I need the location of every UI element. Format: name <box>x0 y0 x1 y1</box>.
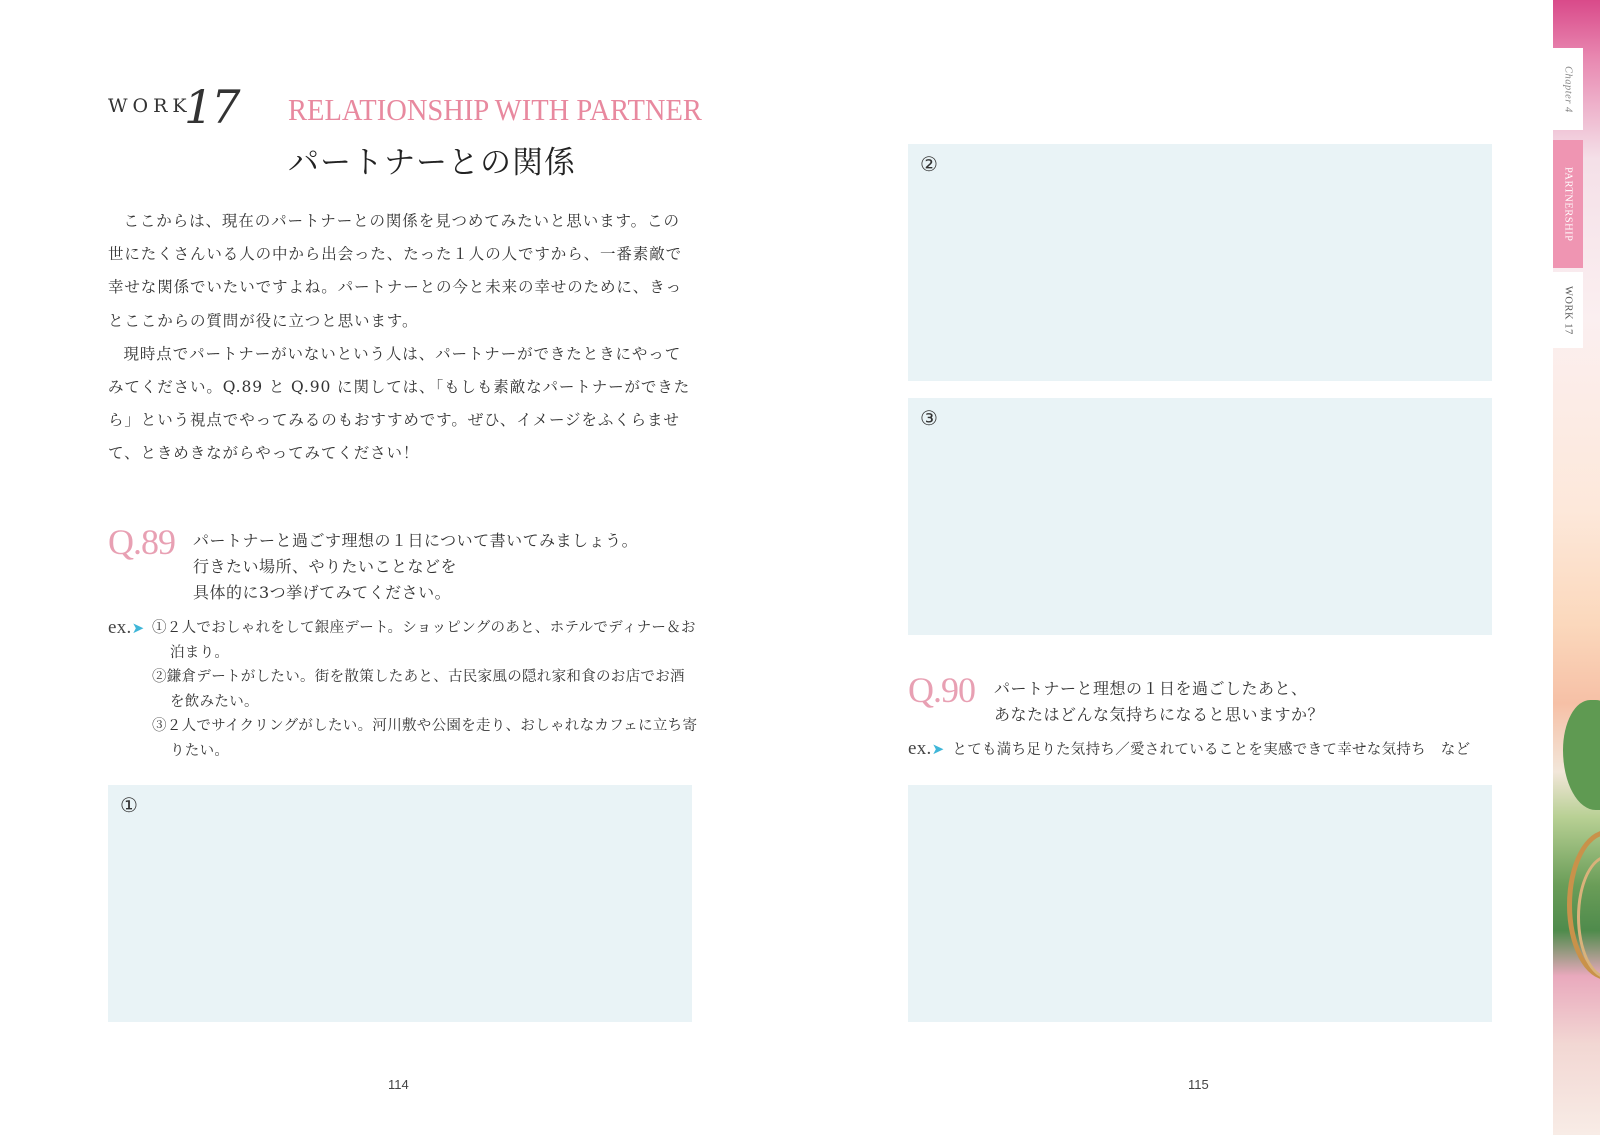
answer-box-3[interactable] <box>908 398 1492 635</box>
example-label-text: ex. <box>108 617 132 638</box>
example-item: ③２人でサイクリングがしたい。河川敷や公園を走り、おしゃれなカフェに立ち寄りたい。 <box>152 718 698 759</box>
tab-chapter[interactable] <box>1553 48 1583 130</box>
tab-chapter-label: Chapter 4 <box>1562 65 1574 113</box>
question-line: 行きたい場所、やりたいことなどを <box>193 557 458 576</box>
page-title: パートナーとの関係 <box>288 145 576 181</box>
example-item: ②鎌倉デートがしたい。街を散策したあと、古民家風の隠れ家和食のお店でお酒を飲みたい。 <box>152 669 685 710</box>
intro-paragraph-2: 現時点でパートナーがいないという人は、パートナーができたときにやってみてください。Q.89 と Q.90 に関しては、「もしも素敵なパートナーができたら」という視点でやってみるのもおすすめです。ぜひ、イメージをふくらませて、ときめきながらやってみてください！ <box>108 344 691 463</box>
question-line: パートナーと過ごす理想の１日について書いてみましょう。 <box>193 531 639 550</box>
intro-paragraph-1: ここからは、現在のパートナーとの関係を見つめてみたいと思います。この世にたくさんいる人の中から出会った、たった１人の人ですから、一番素敵で幸せな関係でいたいですよね。パートナーとの今と未来の幸せのために、きっとここからの質問が役に立つと思います。 <box>108 212 683 330</box>
example-list <box>152 616 698 763</box>
question-text-89 <box>193 528 693 606</box>
work-label: WORK <box>108 95 192 117</box>
intro-text <box>108 205 696 471</box>
example-item: ①２人でおしゃれをして銀座デート。ショッピングのあと、ホテルでディナー＆お泊まり。 <box>152 620 696 661</box>
question-number-89: Q.89 <box>108 522 175 562</box>
example-block-90 <box>908 737 1508 763</box>
question-number-90: Q.90 <box>908 670 975 710</box>
answer-box-q90[interactable] <box>908 785 1492 1022</box>
question-line: パートナーと理想の１日を過ごしたあと、 <box>994 679 1308 698</box>
example-label-text: ex. <box>908 738 932 759</box>
answer-box-1[interactable] <box>108 785 692 1022</box>
title-english: RELATIONSHIP WITH PARTNER <box>288 92 702 127</box>
arrow-icon: ➤ <box>131 621 145 637</box>
answer-box-2[interactable] <box>908 144 1492 381</box>
question-line: あなたはどんな気持ちになると思いますか？ <box>994 705 1325 724</box>
page-number-left: 114 <box>388 1077 409 1092</box>
arrow-icon: ➤ <box>931 740 945 758</box>
question-text-90 <box>994 676 1494 728</box>
answer-box-number: ② <box>920 152 938 176</box>
example-block-89 <box>108 616 698 763</box>
leaf-image <box>1563 700 1600 810</box>
tab-partnership[interactable] <box>1553 140 1583 268</box>
example-text: とても満ち足りた気持ち／愛されていることを実感できて幸せな気持ち など <box>952 742 1471 758</box>
side-photo-strip <box>1553 0 1600 1135</box>
page-number-right: 115 <box>1188 1077 1209 1092</box>
tab-partnership-label: PARTNERSHIP <box>1562 166 1574 242</box>
answer-box-number: ③ <box>920 406 938 430</box>
answer-box-number: ① <box>120 793 138 817</box>
question-line: 具体的に3つ挙げてみてください。 <box>193 583 452 602</box>
example-label <box>108 616 152 763</box>
work-number: 17 <box>184 80 239 134</box>
tab-work-label: WORK 17 <box>1562 285 1574 335</box>
tab-work-17[interactable] <box>1553 272 1583 348</box>
